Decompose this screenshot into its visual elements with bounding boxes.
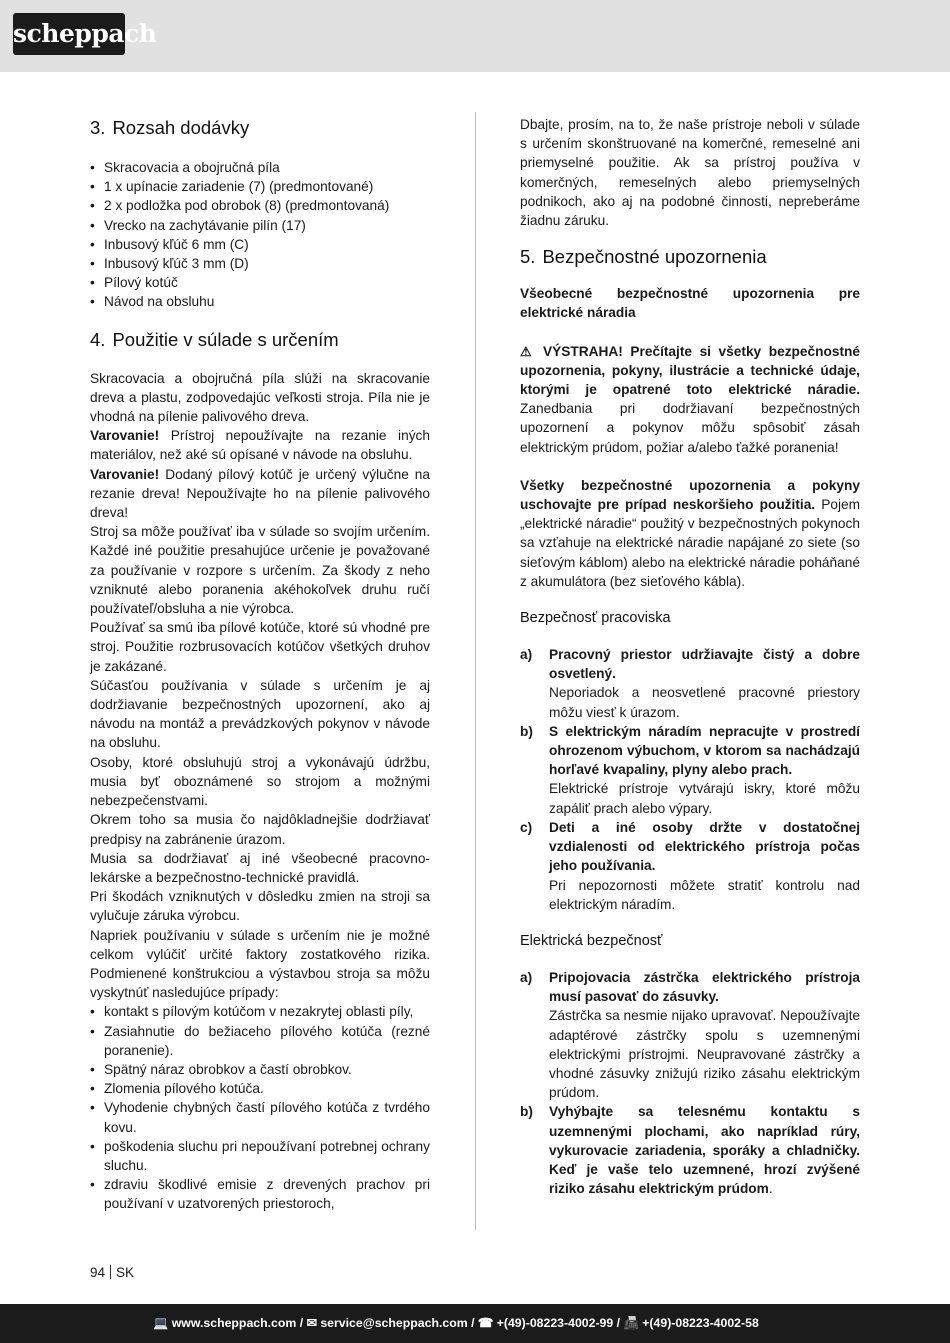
column-divider bbox=[475, 112, 476, 1230]
risk-list bbox=[90, 1002, 430, 1213]
list-item: • Inbusový kľúč 3 mm (D) bbox=[90, 254, 430, 273]
item-text: Zástrčka sa nesmie nijako upravovať. Nepoužívajte adaptérové zástrčky spolu s uzemnenými elektrickými prístrojmi. Neupravované zástrčky a vhodné zásuvky znižujú riziko zásahu elektrickým prúdom. bbox=[549, 1008, 860, 1101]
paragraph: Súčasťou používania v súlade s určením je aj dodržiavanie bezpečnostných upozornení, ako aj návodu na montáž a prevádzkových pokynov v návode na obsluhu. bbox=[90, 677, 430, 751]
intro-paragraph: Dbajte, prosím, na to, že naše prístroje neboli v súlade s určením skonštruované na komerčné, remeselné ani priemyselné použitie. Ak sa prístroj používa v komerčných, remeselných alebo priemyselných podnikoch, ako aj na podobné činnosti, nepreberáme žiadnu záruku. bbox=[520, 117, 860, 229]
list-item: • Inbusový kľúč 6 mm (C) bbox=[90, 235, 430, 254]
warning-triangle-icon: ⚠ bbox=[520, 343, 536, 359]
mail-icon: ✉ bbox=[306, 1316, 317, 1330]
section-4-title: Použitie v súlade s určením bbox=[112, 328, 339, 350]
list-item: • 1 x upínacie zariadenie (7) (predmontované) bbox=[90, 177, 430, 196]
warning-text: Prístroj nepoužívajte na rezanie iných materiálov, než aké sú opísané v návode na obsluhu. bbox=[90, 428, 430, 463]
warning-block bbox=[520, 342, 860, 457]
section-4-heading bbox=[90, 328, 430, 352]
paragraph: Pri škodách vzniknutých v dôsledku zmien na stroji sa vylučuje záruka výrobcu. bbox=[90, 889, 430, 924]
list-item: • poškodenia sluchu pri nepoužívaní potrebnej ochrany sluchu. bbox=[90, 1137, 430, 1175]
page-number-separator bbox=[110, 1265, 111, 1279]
item-label: b) bbox=[520, 723, 533, 739]
phone-icon: ☎ bbox=[477, 1316, 494, 1330]
keep-body-text: Pojem „elektrické náradie“ použitý v bezpečnostných pokynoch sa vzťahuje na elektrické náradie napájané zo siete (so sieťovým káblom) alebo na elektrické náradie poháňané z akumulátora (bez sieťového kábla). bbox=[520, 497, 860, 589]
list-item: • Zlomenia pílového kotúča. bbox=[90, 1079, 430, 1098]
scheppach-logo: scheppach bbox=[13, 13, 125, 55]
footer-fax: +(49)-08223-4002-58 bbox=[642, 1316, 759, 1330]
item-bold-text: Pripojovacia zástrčka elektrického prístroja musí pasovať do zásuvky. bbox=[549, 969, 860, 1005]
workplace-safety-heading: Bezpečnosť pracoviska bbox=[520, 610, 671, 627]
footer-email-link[interactable]: service@scheppach.com / bbox=[320, 1316, 475, 1330]
paragraph: Musia sa dodržiavať aj iné všeobecné pracovno-lekárske a bezpečnostno-technické pravidlá. bbox=[90, 850, 430, 885]
list-item: • Skracovacia a obojručná píla bbox=[90, 158, 430, 177]
list-item bbox=[520, 722, 860, 818]
item-text: Pri nepozornosti môžete stratiť kontrolu nad elektrickým náradím. bbox=[549, 877, 860, 912]
paragraph: Stroj sa môže používať iba v súlade so svojím určením. Každé iné použitie presahujúce určenie je považované za používanie v rozpore s určením. Za škody z neho vzniknuté alebo poranenia akéhokoľvek druhu ručí používateľ/obsluha a nie výrobca. bbox=[90, 524, 430, 617]
list-item: • Spätný náraz obrobkov a častí obrobkov. bbox=[90, 1060, 430, 1079]
electrical-safety-heading: Elektrická bezpečnosť bbox=[520, 932, 663, 949]
item-bold-text: Pracovný priestor udržiavajte čistý a dobre osvetlený. bbox=[549, 647, 860, 682]
section-4-body bbox=[90, 369, 430, 1214]
left-column bbox=[90, 115, 430, 1214]
section-5-heading bbox=[520, 245, 860, 269]
warning-body-text: Zanedbania pri dodržiavaní bezpečnostných upozornení a pokynov môžu spôsobiť zásah elektrickým prúdom, požiar a/alebo ťažké poranenia! bbox=[520, 401, 860, 455]
item-label: a) bbox=[520, 969, 533, 985]
list-item: • Zasiahnutie do bežiaceho pílového kotúča (rezné poranenie). bbox=[90, 1022, 430, 1060]
list-item bbox=[520, 645, 860, 722]
right-column bbox=[520, 115, 860, 1198]
delivery-list bbox=[90, 158, 430, 312]
section-3-number: 3. bbox=[90, 117, 106, 138]
item-label: a) bbox=[520, 647, 533, 663]
warning-paragraph bbox=[90, 426, 430, 464]
section-3-title: Rozsah dodávky bbox=[112, 117, 250, 138]
keep-instructions-block bbox=[520, 476, 860, 591]
paragraph: Napriek používaniu v súlade s určením nie je možné celkom vylúčiť určité faktory zostatkového rizika. Podmienené konštrukciou a výstavbou stroja sa môžu vyskytnúť nasledujúce prípady: bbox=[90, 927, 430, 1001]
warning-label: Varovanie! bbox=[90, 466, 160, 482]
warning-bold-text: VÝSTRAHA! Prečítajte si všetky bezpečnostné upozornenia, pokyny, ilustrácie a technické údaje, ktorými je opatrené toto elektrické náradie. bbox=[520, 343, 860, 398]
section-5-number: 5. bbox=[520, 246, 536, 268]
footer-website-link[interactable]: www.scheppach.com / bbox=[171, 1316, 304, 1330]
item-label: c) bbox=[520, 819, 533, 835]
item-text: . bbox=[768, 1181, 773, 1197]
footer-contact bbox=[153, 1304, 759, 1343]
item-label: b) bbox=[520, 1104, 533, 1120]
footer-phone: +(49)-08223-4002-99 / bbox=[496, 1316, 621, 1330]
item-bold-text: Vyhýbajte sa telesnému kontaktu s uzemnenými plochami, ako napríklad rúry, vykurovacie zariadenia, sporáky a chladničky. Keď je vaše telo uzemnené, hrozí zvýšené riziko zásahu elektrickým prúdom bbox=[549, 1104, 860, 1197]
warning-label: Varovanie! bbox=[90, 428, 160, 444]
section-5-title: Bezpečnostné upozornenia bbox=[542, 246, 767, 268]
warning-paragraph bbox=[90, 465, 430, 523]
page-number-value: 94 bbox=[90, 1265, 106, 1280]
list-item: • Vyhodenie chybných častí pílového kotúča z tvrdého kovu. bbox=[90, 1098, 430, 1136]
computer-icon: 💻 bbox=[153, 1316, 169, 1330]
list-item: • Návod na obsluhu bbox=[90, 292, 430, 311]
header-bar bbox=[0, 0, 950, 72]
paragraph: Osoby, ktoré obsluhujú stroj a vykonávajú údržbu, musia byť oboznámené so strojom a možnými nebezpečenstvami. bbox=[90, 754, 430, 809]
fax-icon: 📠 bbox=[623, 1316, 639, 1330]
item-text: Neporiadok a neosvetlené pracovné priestory môžu viesť k úrazom. bbox=[549, 685, 860, 720]
list-item bbox=[520, 1102, 860, 1198]
list-item: • 2 x podložka pod obrobok (8) (predmontovaná) bbox=[90, 196, 430, 215]
workplace-safety-list bbox=[520, 645, 860, 914]
list-item: • Vrecko na zachytávanie pilín (17) bbox=[90, 216, 430, 235]
list-item: • zdraviu škodlivé emisie z drevených prachov pri používaní v uzatvorených priestoroch, bbox=[90, 1175, 430, 1213]
list-item: • Pílový kotúč bbox=[90, 273, 430, 292]
page-language: SK bbox=[116, 1265, 135, 1280]
keep-bold-text: Všetky bezpečnostné upozornenia a pokyny uschovajte pre prípad neskoršieho použitia. bbox=[520, 477, 860, 513]
list-item bbox=[520, 818, 860, 914]
item-bold-text: Deti a iné osoby držte v dostatočnej vzdialenosti od elektrického prístroja počas jeho používania. bbox=[549, 819, 860, 874]
list-item: • kontakt s pílovým kotúčom v nezakrytej oblasti píly, bbox=[90, 1002, 430, 1021]
footer-bar bbox=[0, 1304, 950, 1343]
item-bold-text: S elektrickým náradím nepracujte v prostredí ohrozenom výbuchom, v ktorom sa nachádzajú horľavé kvapaliny, plyny alebo prach. bbox=[549, 723, 860, 778]
list-item bbox=[520, 968, 860, 1102]
warning-text: Dodaný pílový kotúč je určený výlučne na rezanie dreva! Nepoužívajte ho na pílenie palivového dreva! bbox=[90, 466, 430, 521]
paragraph: Používať sa smú iba pílové kotúče, ktoré sú vhodné pre stroj. Použitie rozbrusovacích kotúčov všetkých druhov je zakázané. bbox=[90, 620, 430, 674]
paragraph: Okrem toho sa musia čo najdôkladnejšie dodržiavať predpisy na zabránenie úrazom. bbox=[90, 812, 430, 847]
general-safety-subtitle: Všeobecné bezpečnostné upozornenia pre elektrické náradia bbox=[520, 286, 860, 321]
section-3-heading bbox=[90, 116, 430, 140]
paragraph: Skracovacia a obojručná píla slúži na skracovanie dreva a plastu, zodpovedajúc veľkosti stroja. Píla nie je vhodná na pílenie palivového dreva. bbox=[90, 370, 430, 425]
page-number bbox=[90, 1265, 134, 1280]
section-4-number: 4. bbox=[90, 328, 106, 350]
electrical-safety-list bbox=[520, 968, 860, 1198]
item-text: Elektrické prístroje vytvárajú iskry, ktoré môžu zapáliť prach alebo výpary. bbox=[549, 781, 860, 816]
